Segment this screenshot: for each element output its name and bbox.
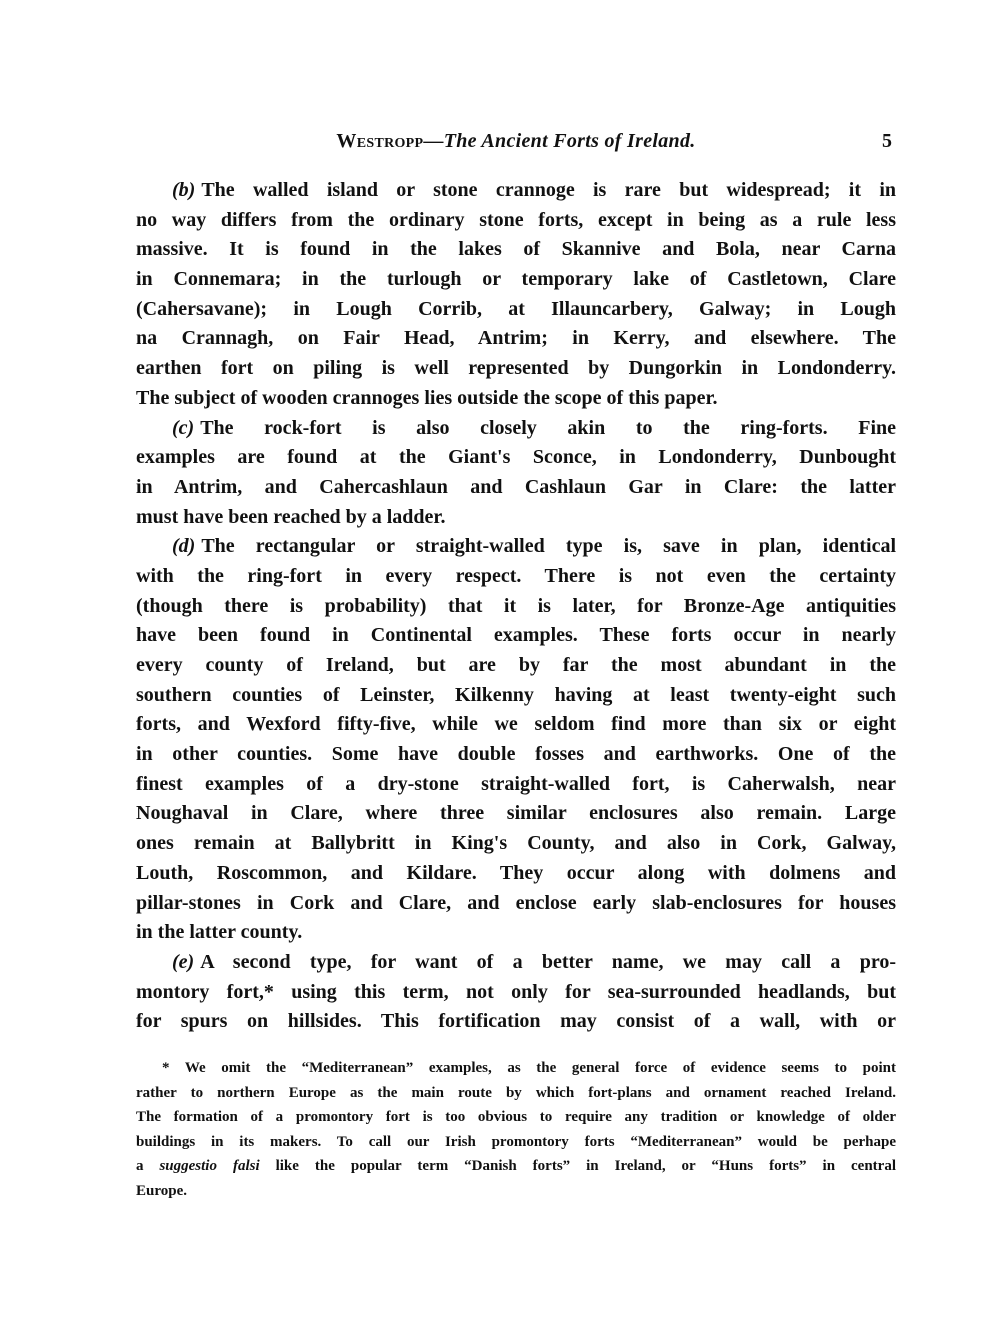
text-line	[136, 592, 896, 622]
line-text: The rectangular or straight-walled type is, save in plan, identical	[201, 535, 896, 558]
text-line	[136, 1007, 896, 1037]
footnote-line: Europe.	[136, 1182, 187, 1199]
paragraph	[136, 414, 896, 533]
footnote	[136, 1056, 896, 1203]
line-text: in other counties. Some have double fosses and earthworks. One of the	[136, 743, 896, 766]
title-dash: —	[423, 130, 444, 152]
line-text: pillar-stones in Cork and Clare, and enclose early slab-enclosures for houses	[136, 891, 896, 914]
line-text: Louth, Roscommon, and Kildare. They occur along with dolmens and	[136, 861, 896, 884]
line-text: finest examples of a dry-stone straight-walled fort, is Caherwalsh, near	[136, 772, 896, 795]
line-text: earthen fort on piling is well represented by Dungorkin in Londonderry.	[136, 357, 896, 380]
footnote-line: rather to northern Europe as the main route by which fort-plans and ornament reached Ireland.	[136, 1084, 896, 1101]
paragraph-label: (e)	[172, 950, 195, 973]
paragraph-label: (b)	[172, 179, 196, 201]
footnote-italic-term: suggestio falsi	[159, 1158, 260, 1174]
line-text: every county of Ireland, but are by far the most abundant in the	[136, 654, 896, 676]
body-text	[136, 176, 896, 1037]
text-line	[136, 740, 896, 770]
line-text: The walled island or stone crannoge is rare but widespread; it in	[201, 179, 896, 201]
footnote-text: a	[136, 1158, 160, 1174]
text-line	[136, 443, 896, 473]
footnote-line: * We omit the “Mediterranean” examples, as the general force of evidence seems to point	[162, 1060, 896, 1076]
running-header	[136, 130, 896, 158]
line-text: examples are found at the Giant's Sconce, in Londonderry, Dunbought	[136, 446, 896, 469]
article-title: The Ancient Forts of Ireland.	[443, 130, 696, 152]
line-text: forts, and Wexford fifty-five, while we seldom find more than six or eight	[136, 713, 896, 736]
line-text: The rock-fort is also closely akin to the ring-forts. Fine	[200, 416, 896, 439]
line-text: no way differs from the ordinary stone forts, except in being as a rule less	[136, 208, 896, 231]
line-text: massive. It is found in the lakes of Skannive and Bola, near Carna	[136, 238, 896, 261]
line-text: must have been reached by a ladder.	[136, 505, 446, 528]
text-line	[136, 799, 896, 829]
text-line	[136, 503, 896, 533]
line-text: for spurs on hillsides. This fortification may consist of a wall, with or	[136, 1010, 896, 1033]
line-text: with the ring-fort in every respect. There is not even the certainty	[136, 564, 896, 587]
text-line	[136, 770, 896, 800]
line-text: have been found in Continental examples. These forts occur in nearly	[136, 624, 896, 647]
line-text: Noughaval in Clare, where three similar enclosures also remain. Large	[136, 802, 896, 825]
text-line	[136, 384, 896, 414]
line-text: (though there is probability) that it is later, for Bronze-Age antiquities	[136, 594, 896, 617]
line-text: in Connemara; in the turlough or temporary lake of Castletown, Clare	[136, 268, 896, 291]
paragraph	[136, 532, 896, 948]
text-line	[136, 532, 896, 562]
footnote-text: like the popular term “Danish forts” in Ireland, or “Huns forts” in central	[259, 1158, 896, 1174]
footnote-line: The formation of a promontory fort is too obvious to require any tradition or knowledge of older	[136, 1109, 896, 1125]
line-text: montory fort,* using this term, not only for sea-surrounded headlands, but	[136, 980, 896, 1003]
text-line	[136, 295, 896, 325]
line-text: southern counties of Leinster, Kilkenny having at least twenty-eight such	[136, 683, 896, 706]
line-text: The subject of wooden crannoges lies outside the scope of this paper.	[136, 386, 718, 409]
line-text: (Cahersavane); in Lough Corrib, at Illauncarbery, Galway; in Lough	[136, 297, 896, 320]
line-text: A second type, for want of a better name, we may call a pro-	[200, 950, 896, 973]
text-line	[136, 681, 896, 711]
text-line	[136, 354, 896, 384]
text-line	[136, 829, 896, 859]
text-line	[136, 948, 896, 978]
paragraph-label: (c)	[172, 416, 195, 439]
text-line	[136, 206, 896, 236]
page-number: 5	[882, 130, 892, 152]
running-title	[136, 130, 896, 153]
text-line	[136, 473, 896, 503]
text-line	[136, 324, 896, 354]
text-line	[136, 235, 896, 265]
footnote-line: buildings in its makers. To call our Irish promontory forts “Mediterranean” would be perhape	[136, 1133, 896, 1150]
text-line	[136, 265, 896, 295]
text-line	[136, 710, 896, 740]
line-text: in Antrim, and Cahercashlaun and Cashlaun Gar in Clare: the latter	[136, 475, 896, 498]
text-line	[136, 651, 896, 681]
text-line	[136, 176, 896, 206]
paragraph	[136, 176, 896, 414]
line-text: in the latter county.	[136, 921, 303, 944]
text-line	[136, 978, 896, 1008]
text-line	[136, 621, 896, 651]
text-line	[136, 918, 896, 948]
author-name: Westropp	[336, 130, 424, 152]
text-line	[136, 859, 896, 889]
line-text: ones remain at Ballybritt in King's County, and also in Cork, Galway,	[136, 832, 896, 855]
text-line	[136, 414, 896, 444]
paragraph-label: (d)	[172, 535, 196, 558]
paragraph	[136, 948, 896, 1037]
footnote-line	[136, 1154, 896, 1179]
line-text: na Crannagh, on Fair Head, Antrim; in Kerry, and elsewhere. The	[136, 327, 896, 350]
text-line	[136, 889, 896, 919]
text-line	[136, 562, 896, 592]
